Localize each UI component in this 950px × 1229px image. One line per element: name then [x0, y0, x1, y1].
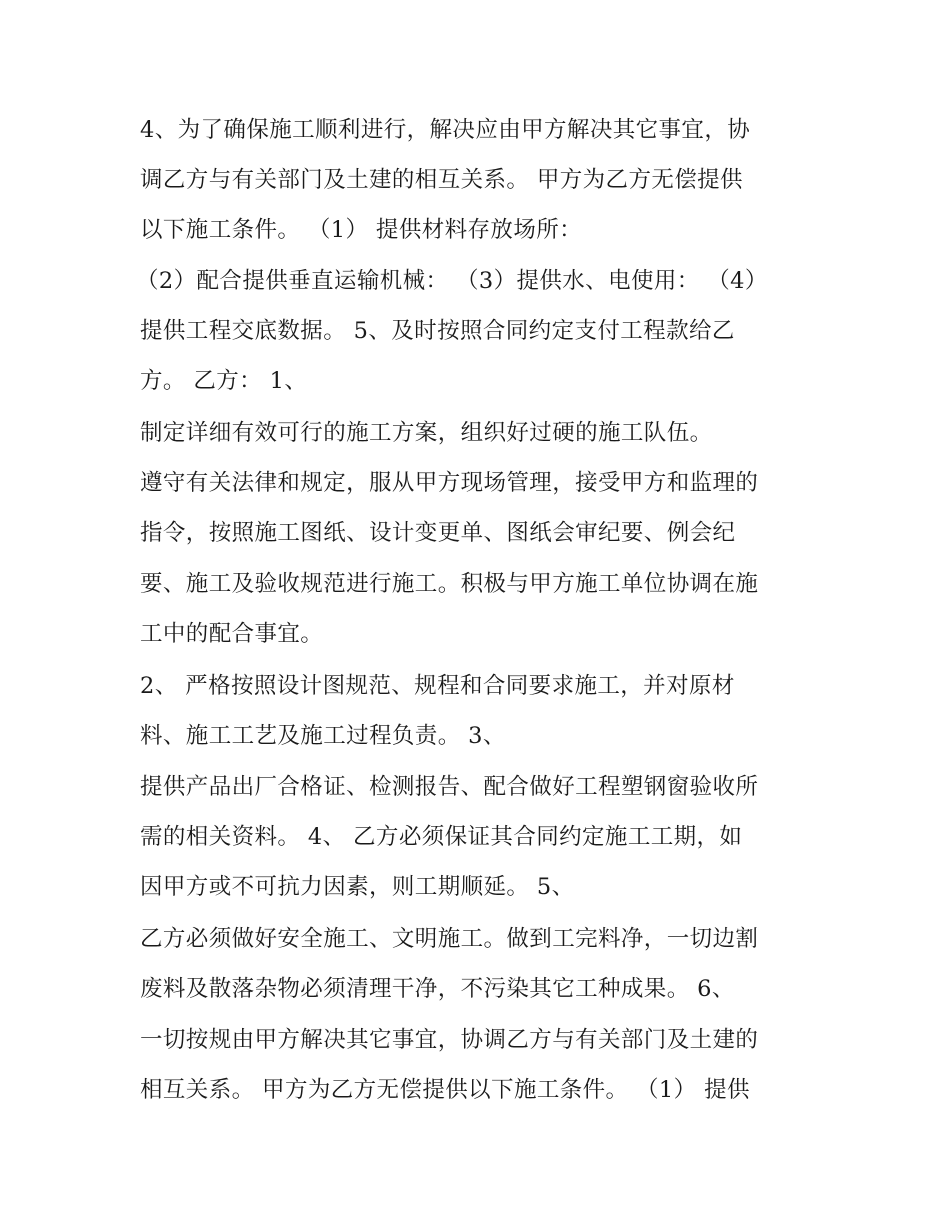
text-line: 一切按规由甲方解决其它事宜，协调乙方与有关部门及土建的: [140, 1027, 759, 1053]
text-line: （2）配合提供垂直运输机械： （3）提供水、电使用： （4）: [136, 268, 768, 294]
text-line: 4、为了确保施工顺利进行，解决应由甲方解决其它事宜，协: [140, 117, 751, 143]
text-line: 废料及散落杂物必须清理干净，不污染其它工种成果。 6、: [140, 976, 735, 1002]
text-line: 因甲方或不可抗力因素，则工期顺延。 5、: [140, 874, 575, 900]
text-line: 制定详细有效可行的施工方案，组织好过硬的施工队伍。: [140, 420, 713, 446]
text-line: 乙方必须做好安全施工、文明施工。做到工完料净，一切边割: [140, 926, 759, 952]
text-line: 指令，按照施工图纸、设计变更单、图纸会审纪要、例会纪: [140, 520, 736, 546]
text-line: 调乙方与有关部门及土建的相互关系。 甲方为乙方无偿提供: [140, 167, 743, 193]
text-line: 以下施工条件。 （1） 提供材料存放场所：: [140, 217, 583, 243]
text-line: 要、施工及验收规范进行施工。积极与甲方施工单位协调在施: [140, 571, 759, 597]
text-line: 需的相关资料。 4、 乙方必须保证其合同约定施工工期，如: [140, 824, 743, 850]
text-line: 遵守有关法律和规定，服从甲方现场管理，接受甲方和监理的: [140, 470, 759, 496]
text-line: 相互关系。 甲方为乙方无偿提供以下施工条件。 （1） 提供: [140, 1077, 750, 1103]
text-line: 2、 严格按照设计图规范、规程和合同要求施工，并对原材: [140, 673, 735, 699]
text-line: 提供工程交底数据。 5、及时按照合同约定支付工程款给乙: [140, 318, 735, 344]
text-line: 工中的配合事宜。: [140, 621, 324, 647]
text-line: 料、施工工艺及施工过程负责。 3、: [140, 723, 506, 749]
text-line: 方。 乙方： 1、: [140, 368, 308, 394]
text-line: 提供产品出厂合格证、检测报告、配合做好工程塑钢窗验收所: [140, 774, 759, 800]
